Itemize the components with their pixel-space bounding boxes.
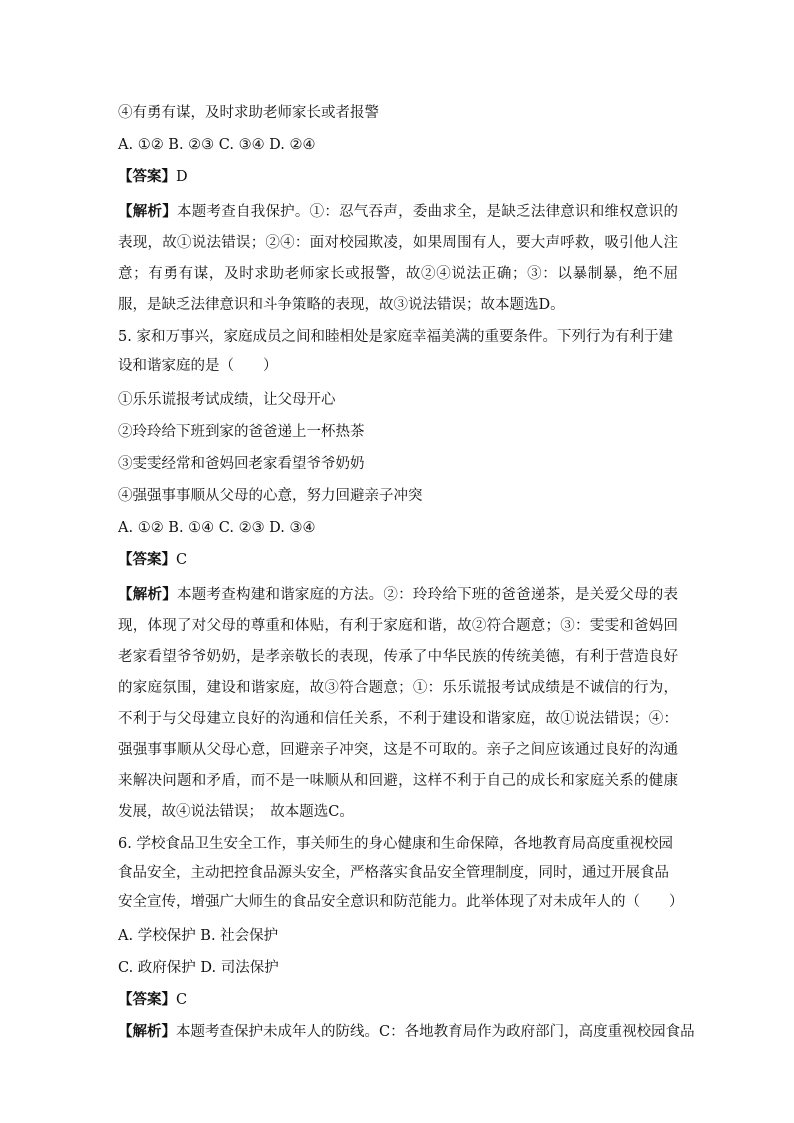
q4-choices: A. ①② B. ②③ C. ③④ D. ②④ — [118, 137, 316, 153]
document-page — [118, 100, 695, 1045]
analysis-label: 【解析】 — [118, 1023, 176, 1040]
q6-answer — [118, 987, 678, 1013]
q6-stem: 6. 学校食品卫生安全工作，事关师生的身心健康和生命保障，各地教育局高度重视校园食品安全，主动把控食品源头安全，严格落实食品安全管理制度，同时，通过开展食品安全宣传，增强广大师生的食品安全意识和防范能力。此举体现了对未成年人的（ ） — [118, 836, 684, 910]
q6-analysis — [118, 1019, 695, 1045]
analysis-text: 本题考查构建和谐家庭的方法。②：玲玲给下班的爸爸递茶，是关爱父母的表现，体现了对父母的尊重和体贴，有利于家庭和谐，故②符合题意；③：雯雯和爸妈回老家看望爷爷奶奶，是孝亲敬长的表现，传承了中华民族的传统美德，有利于营造良好的家庭氛围，建设和谐家庭，故③符合题意；①：乐乐谎报考试成绩是不诚信的行为，不利于与父母建立良好的沟通和信任关系，不利于建设和谐家庭，故①说法错误；④：强强事事顺从父母心意，回避亲子冲突，这是不可取的。亲子之间应该通过良好的沟通来解决问题和矛盾，而不是一味顺从和回避，这样不利于自己的成长和家庭关系的健康发展，故④说法错误； 故本题选C。 — [118, 587, 679, 820]
analysis-label: 【解析】 — [118, 586, 177, 603]
answer-value: C — [176, 992, 188, 1008]
q6-choices-1: A. 学校保护 B. 社会保护 — [118, 928, 279, 944]
answer-value: C — [176, 552, 188, 568]
answer-label: 【答案】 — [118, 991, 176, 1008]
q5-choices: A. ①② B. ①④ C. ②③ D. ③④ — [118, 520, 316, 536]
analysis-text: 本题考查自我保护。①：忍气吞声，委曲求全，是缺乏法律意识和维权意识的表现，故①说法错误；②④：面对校园欺凌，如果周围有人，要大声呼救，吸引他人注意；有勇有谋，及时求助老师家长或报警，故②④说法正确；③：以暴制暴，绝不屈服，是缺乏法律意识和斗争策略的表现，故③说法错误；故本题选D。 — [118, 204, 679, 313]
q4-answer — [118, 164, 678, 190]
answer-value: D — [176, 169, 188, 185]
q5-option-3: ③雯雯经常和爸妈回老家看望爷爷奶奶 — [118, 456, 365, 472]
answer-label: 【答案】 — [118, 168, 176, 185]
q5-option-1: ①乐乐谎报考试成绩，让父母开心 — [118, 392, 336, 408]
q4-analysis — [118, 196, 678, 321]
q5-option-4: ④强强事事顺从父母的心意，努力回避亲子冲突 — [118, 488, 423, 504]
q5-answer — [118, 547, 678, 573]
q5-stem: 5. 家和万事兴，家庭成员之间和睦相处是家庭幸福美满的重要条件。下列行为有利于建设和谐家庭的是（ ） — [118, 329, 673, 374]
q4-option-4: ④有勇有谋，及时求助老师家长或者报警 — [118, 105, 379, 121]
analysis-label: 【解析】 — [118, 203, 177, 220]
q5-option-2: ②玲玲给下班到家的爸爸递上一杯热茶 — [118, 424, 365, 440]
analysis-text: 本题考查保护未成年人的防线。C：各地教育局作为政府部门，高度重视校园食品 — [176, 1024, 695, 1040]
answer-label: 【答案】 — [118, 551, 176, 568]
q6-choices-2: C. 政府保护 D. 司法保护 — [118, 960, 279, 976]
q5-analysis — [118, 579, 678, 828]
